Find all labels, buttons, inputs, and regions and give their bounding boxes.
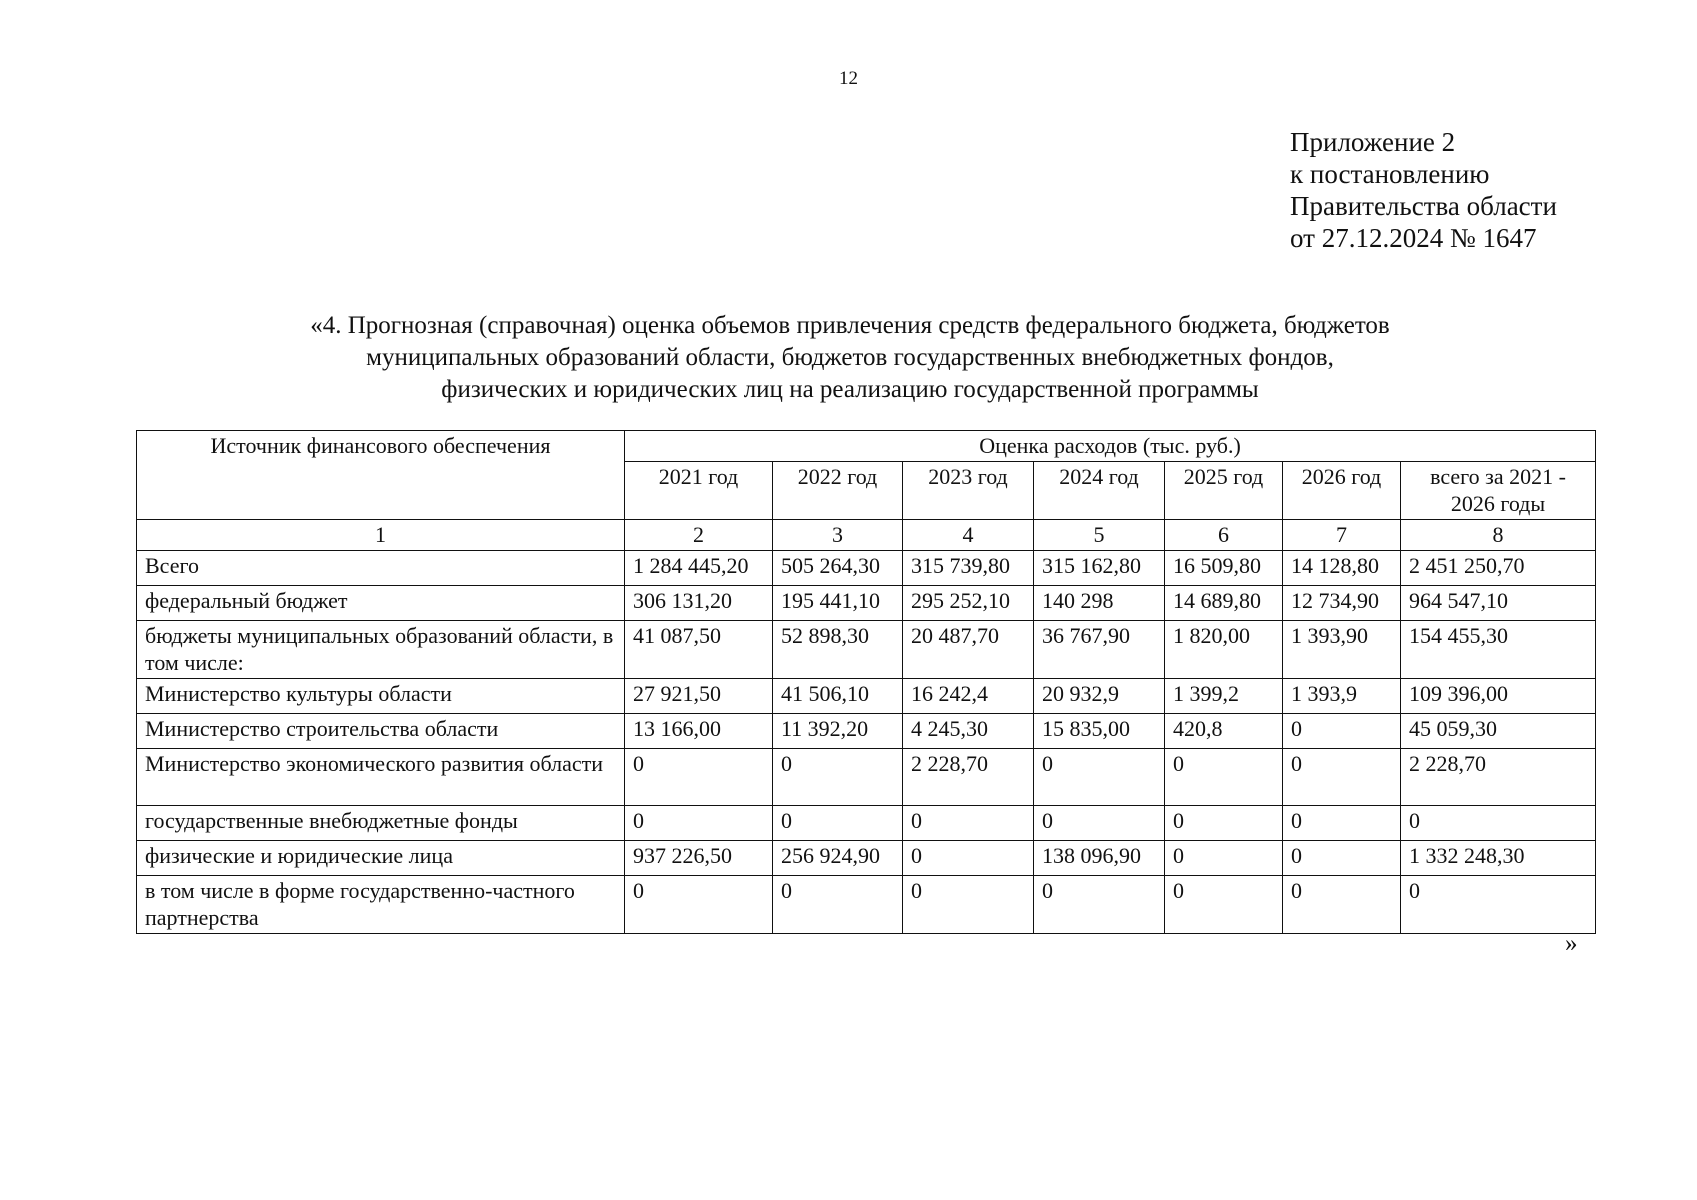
value-cell: 2 451 250,70 xyxy=(1401,551,1596,586)
value-cell: 0 xyxy=(1165,749,1283,806)
value-cell: 15 835,00 xyxy=(1034,714,1165,749)
appendix-reference xyxy=(1290,126,1557,254)
value-cell: 0 xyxy=(1283,749,1401,806)
value-cell: 0 xyxy=(903,841,1034,876)
column-number: 2 xyxy=(625,520,773,551)
value-cell: 195 441,10 xyxy=(773,586,903,621)
year-header: 2022 год xyxy=(773,462,903,520)
value-cell: 1 284 445,20 xyxy=(625,551,773,586)
value-cell: 16 242,4 xyxy=(903,679,1034,714)
appendix-line: Правительства области xyxy=(1290,191,1557,221)
value-cell: 36 767,90 xyxy=(1034,621,1165,679)
value-cell: 0 xyxy=(1034,876,1165,934)
value-cell: 20 487,70 xyxy=(903,621,1034,679)
closing-quote: » xyxy=(1565,930,1578,957)
value-cell: 41 506,10 xyxy=(773,679,903,714)
value-cell: 937 226,50 xyxy=(625,841,773,876)
table-row xyxy=(137,679,1596,714)
row-label: Всего xyxy=(137,551,625,586)
row-label: Министерство строительства области xyxy=(137,714,625,749)
row-label: в том числе в форме государственно-частного партнерства xyxy=(137,876,625,934)
value-cell: 20 932,9 xyxy=(1034,679,1165,714)
table-row xyxy=(137,714,1596,749)
total-header: всего за 2021 - 2026 годы xyxy=(1401,462,1596,520)
value-cell: 0 xyxy=(1283,876,1401,934)
table-row xyxy=(137,806,1596,841)
year-header: 2023 год xyxy=(903,462,1034,520)
table-row xyxy=(137,586,1596,621)
value-cell: 0 xyxy=(1401,876,1596,934)
heading-line: физических и юридических лиц на реализацию государственной программы xyxy=(441,376,1259,403)
heading-line: муниципальных образований области, бюджетов государственных внебюджетных фондов, xyxy=(366,344,1334,371)
column-number: 6 xyxy=(1165,520,1283,551)
column-number: 5 xyxy=(1034,520,1165,551)
value-cell: 0 xyxy=(773,876,903,934)
value-cell: 256 924,90 xyxy=(773,841,903,876)
value-cell: 964 547,10 xyxy=(1401,586,1596,621)
value-cell: 14 689,80 xyxy=(1165,586,1283,621)
value-cell: 0 xyxy=(1401,806,1596,841)
value-cell: 0 xyxy=(1034,806,1165,841)
row-label: федеральный бюджет xyxy=(137,586,625,621)
table-row xyxy=(137,621,1596,679)
value-cell: 1 393,90 xyxy=(1283,621,1401,679)
appendix-line: от 27.12.2024 № 1647 xyxy=(1290,223,1537,253)
row-label: государственные внебюджетные фонды xyxy=(137,806,625,841)
value-cell: 306 131,20 xyxy=(625,586,773,621)
source-header: Источник финансового обеспечения xyxy=(137,431,625,520)
value-cell: 0 xyxy=(1165,841,1283,876)
value-cell: 0 xyxy=(1283,806,1401,841)
year-header: 2024 год xyxy=(1034,462,1165,520)
value-cell: 0 xyxy=(903,876,1034,934)
heading-line: «4. Прогнозная (справочная) оценка объемов привлечения средств федерального бюджета, бюджетов xyxy=(310,312,1390,339)
table-row xyxy=(137,551,1596,586)
value-cell: 4 245,30 xyxy=(903,714,1034,749)
value-cell: 0 xyxy=(1165,876,1283,934)
value-cell: 315 739,80 xyxy=(903,551,1034,586)
value-cell: 0 xyxy=(1034,749,1165,806)
value-cell: 13 166,00 xyxy=(625,714,773,749)
row-label: бюджеты муниципальных образований области, в том числе: xyxy=(137,621,625,679)
value-cell: 14 128,80 xyxy=(1283,551,1401,586)
value-cell: 41 087,50 xyxy=(625,621,773,679)
value-cell: 2 228,70 xyxy=(903,749,1034,806)
row-label: физические и юридические лица xyxy=(137,841,625,876)
value-cell: 138 096,90 xyxy=(1034,841,1165,876)
column-number: 7 xyxy=(1283,520,1401,551)
column-number: 4 xyxy=(903,520,1034,551)
value-cell: 505 264,30 xyxy=(773,551,903,586)
column-number: 8 xyxy=(1401,520,1596,551)
column-number: 1 xyxy=(137,520,625,551)
value-cell: 0 xyxy=(903,806,1034,841)
value-cell: 11 392,20 xyxy=(773,714,903,749)
value-cell: 27 921,50 xyxy=(625,679,773,714)
table-row xyxy=(137,749,1596,806)
value-cell: 0 xyxy=(1165,806,1283,841)
appendix-line: Приложение 2 xyxy=(1290,127,1456,157)
value-cell: 0 xyxy=(773,806,903,841)
page-number: 12 xyxy=(839,68,858,89)
value-cell: 1 820,00 xyxy=(1165,621,1283,679)
year-header: 2026 год xyxy=(1283,462,1401,520)
row-label: Министерство экономического развития области xyxy=(137,749,625,806)
value-cell: 1 332 248,30 xyxy=(1401,841,1596,876)
value-cell: 109 396,00 xyxy=(1401,679,1596,714)
value-cell: 0 xyxy=(1283,841,1401,876)
value-cell: 0 xyxy=(625,749,773,806)
value-cell: 1 399,2 xyxy=(1165,679,1283,714)
year-header: 2021 год xyxy=(625,462,773,520)
value-cell: 0 xyxy=(625,876,773,934)
value-cell: 315 162,80 xyxy=(1034,551,1165,586)
value-cell: 140 298 xyxy=(1034,586,1165,621)
year-header: 2025 год xyxy=(1165,462,1283,520)
value-cell: 45 059,30 xyxy=(1401,714,1596,749)
row-label: Министерство культуры области xyxy=(137,679,625,714)
value-cell: 420,8 xyxy=(1165,714,1283,749)
value-cell: 52 898,30 xyxy=(773,621,903,679)
value-cell: 0 xyxy=(773,749,903,806)
table-row xyxy=(137,876,1596,934)
financing-table xyxy=(136,430,1596,934)
table-row xyxy=(137,841,1596,876)
column-number: 3 xyxy=(773,520,903,551)
value-cell: 295 252,10 xyxy=(903,586,1034,621)
value-cell: 0 xyxy=(625,806,773,841)
section-heading xyxy=(150,310,1550,406)
value-cell: 12 734,90 xyxy=(1283,586,1401,621)
value-cell: 0 xyxy=(1283,714,1401,749)
appendix-line: к постановлению xyxy=(1290,159,1490,189)
column-number-row xyxy=(137,520,1596,551)
value-cell: 16 509,80 xyxy=(1165,551,1283,586)
value-cell: 1 393,9 xyxy=(1283,679,1401,714)
estimate-header: Оценка расходов (тыс. руб.) xyxy=(625,431,1596,462)
value-cell: 154 455,30 xyxy=(1401,621,1596,679)
value-cell: 2 228,70 xyxy=(1401,749,1596,806)
